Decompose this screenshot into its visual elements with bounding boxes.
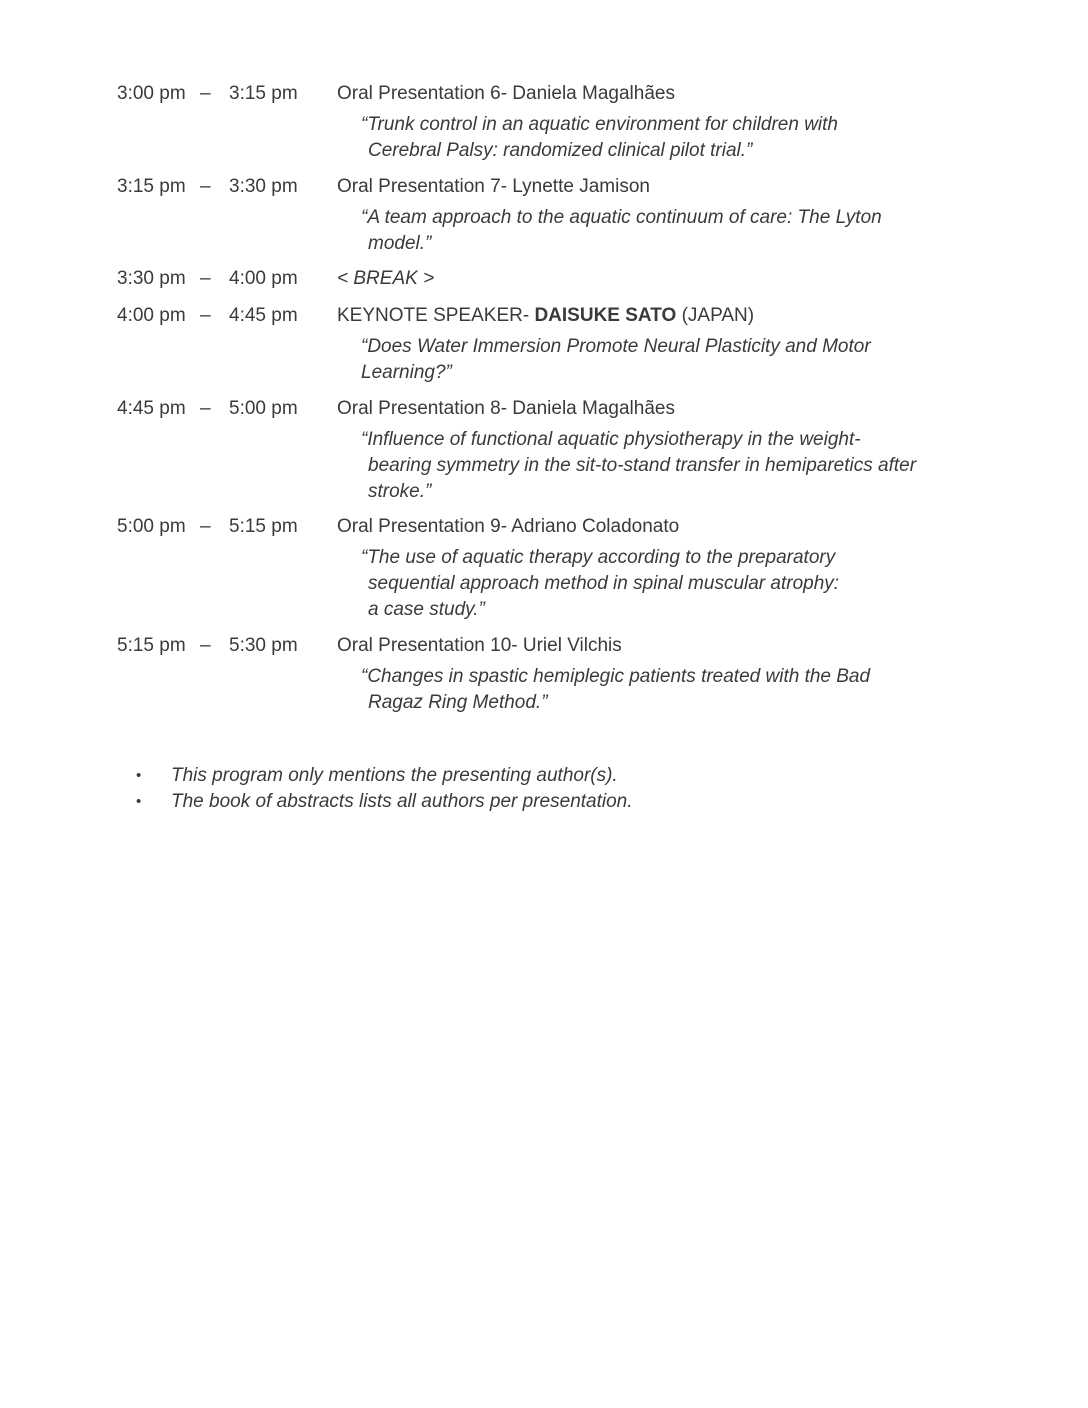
keynote-country: (JAPAN)	[681, 305, 755, 326]
title-line: “Does Water Immersion Promote Neural Plasticity and Motor	[361, 336, 871, 357]
session-heading: Oral Presentation 9- Adriano Coladonato	[337, 516, 680, 537]
note-text: The book of abstracts lists all authors per presentation.	[171, 791, 633, 812]
time-dash: –	[200, 305, 211, 326]
end-time: 4:00 pm	[229, 268, 298, 289]
start-time: 3:15 pm	[117, 176, 186, 197]
title-line: Ragaz Ring Method.”	[368, 692, 548, 713]
start-time: 5:15 pm	[117, 635, 186, 656]
title-line: “Trunk control in an aquatic environment for children with	[361, 114, 838, 135]
session-heading: Oral Presentation 7- Lynette Jamison	[337, 176, 650, 197]
end-time: 5:00 pm	[229, 398, 298, 419]
title-line: “A team approach to the aquatic continuum of care: The Lyton	[361, 207, 882, 228]
presentation-title	[361, 664, 1001, 716]
start-time: 4:45 pm	[117, 398, 186, 419]
time-dash: –	[200, 398, 211, 419]
time-dash: –	[200, 635, 211, 656]
end-time: 5:15 pm	[229, 516, 298, 537]
title-line: stroke.”	[368, 481, 432, 502]
program-notes	[136, 763, 936, 815]
keynote-speaker-name: DAISUKE SATO	[534, 305, 677, 326]
presentation-title	[361, 334, 1001, 386]
time-dash: –	[200, 268, 211, 289]
start-time: 3:30 pm	[117, 268, 186, 289]
break-label: < BREAK >	[337, 268, 435, 289]
session-heading: Oral Presentation 6- Daniela Magalhães	[337, 83, 675, 104]
title-line: “Changes in spastic hemiplegic patients treated with the Bad	[361, 666, 871, 687]
title-line: “Influence of functional aquatic physiotherapy in the weight-	[361, 429, 861, 450]
title-line: “The use of aquatic therapy according to the preparatory	[361, 547, 836, 568]
time-dash: –	[200, 83, 211, 104]
note-text: This program only mentions the presenting author(s).	[171, 765, 618, 786]
session-heading: Oral Presentation 10- Uriel Vilchis	[337, 635, 622, 656]
time-dash: –	[200, 176, 211, 197]
title-line: model.”	[368, 233, 432, 254]
start-time: 5:00 pm	[117, 516, 186, 537]
note-item	[136, 763, 936, 789]
session-heading: Oral Presentation 8- Daniela Magalhães	[337, 398, 675, 419]
presentation-title	[361, 427, 1001, 505]
bullet-icon: •	[136, 793, 142, 810]
time-dash: –	[200, 516, 211, 537]
title-line: a case study.”	[368, 599, 485, 620]
title-line: Cerebral Palsy: randomized clinical pilot trial.”	[368, 140, 753, 161]
note-item	[136, 789, 936, 815]
end-time: 5:30 pm	[229, 635, 298, 656]
start-time: 3:00 pm	[117, 83, 186, 104]
title-line: bearing symmetry in the sit-to-stand transfer in hemiparetics after	[368, 455, 917, 476]
title-line: Learning?”	[361, 362, 452, 383]
title-line: sequential approach method in spinal muscular atrophy:	[368, 573, 840, 594]
keynote-prefix: KEYNOTE SPEAKER-	[337, 305, 530, 326]
start-time: 4:00 pm	[117, 305, 186, 326]
end-time: 3:30 pm	[229, 176, 298, 197]
bullet-icon: •	[136, 767, 142, 784]
presentation-title	[361, 545, 1001, 623]
end-time: 4:45 pm	[229, 305, 298, 326]
keynote-heading	[337, 303, 754, 329]
presentation-title	[361, 205, 1001, 257]
end-time: 3:15 pm	[229, 83, 298, 104]
presentation-title	[361, 112, 1001, 164]
